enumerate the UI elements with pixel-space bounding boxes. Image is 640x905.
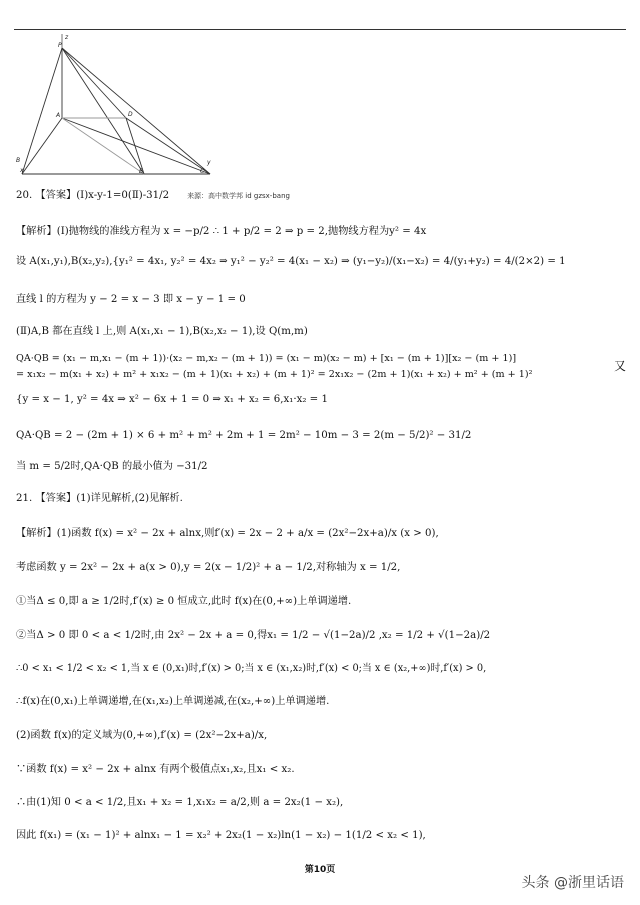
solution-line: ②当Δ > 0 即 0 < a < 1/2时,由 2x² − 2x + a = 0,得x₁ = 1/2 − √(1−2a)/2 ,x₂ = 1/2 + √(1−2a)/2 bbox=[16, 630, 491, 641]
solution-line: 因此 f(x₁) = (x₁ − 1)² + alnx₁ − 1 = x₂² + 2x₂(1 − x₂)ln(1 − x₂) − 1(1/2 < x₂ < 1), bbox=[16, 830, 426, 841]
top-rule bbox=[14, 29, 626, 30]
answer-20: 20. 【答案】(Ⅰ)x-y-1=0(Ⅱ)-31/2 来源：高中数学邦 id gzsx-bang bbox=[16, 190, 290, 201]
solution-line: (Ⅱ)A,B 都在直线 l 上,则 A(x₁,x₁ − 1),B(x₂,x₂ − 1),设 Q(m,m) bbox=[16, 326, 308, 337]
solution-line: ∵函数 f(x) = x² − 2x + alnx 有两个极值点x₁,x₂,且x₁ < x₂. bbox=[16, 764, 295, 775]
solution-line: {y = x − 1, y² = 4x ⇒ x² − 6x + 1 = 0 ⇒ x₁ + x₂ = 6,x₁·x₂ = 1 bbox=[16, 394, 328, 405]
side-character: 又 bbox=[613, 359, 626, 373]
solution-line: ∴由(1)知 0 < a < 1/2,且x₁ + x₂ = 1,x₁x₂ = a/2,则 a = 2x₂(1 − x₂), bbox=[16, 797, 344, 808]
source-note: 来源：高中数学邦 id gzsx-bang bbox=[187, 192, 290, 200]
solution-line: 当 m = 5/2时,QA·QB 的最小值为 −31/2 bbox=[16, 461, 208, 472]
label-E: E bbox=[139, 168, 143, 175]
label-A: A bbox=[56, 112, 61, 119]
label-P: P bbox=[58, 42, 62, 49]
solution-line: ①当Δ ≤ 0,即 a ≥ 1/2时,f′(x) ≥ 0 恒成立,此时 f(x)在(0,+∞)上单调递增. bbox=[16, 596, 352, 607]
label-z: z bbox=[65, 34, 69, 41]
solution-line: 设 A(x₁,y₁),B(x₂,y₂),{y₁² = 4x₁, y₂² = 4x₂ ⇒ y₁² − y₂² = 4(x₁ − x₂) ⇒ (y₁−y₂)/(x₁−x₂) = 4/(y₁+y₂) = 4/(2×2) = 1 bbox=[16, 256, 566, 267]
label-x: x bbox=[20, 167, 24, 174]
solution-line: 【解析】(1)函数 f(x) = x² − 2x + alnx,则f′(x) = 2x − 2 + a/x = (2x²−2x+a)/x (x > 0), bbox=[16, 528, 439, 539]
solution-line: ∴0 < x₁ < 1/2 < x₂ < 1,当 x ∈ (0,x₁)时,f′(x) > 0;当 x ∈ (x₁,x₂)时,f′(x) < 0;当 x ∈ (x₂,+∞)时,f′(x) > 0, bbox=[16, 663, 487, 674]
solution-line: QA·QB = 2 − (2m + 1) × 6 + m² + m² + 2m + 1 = 2m² − 10m − 3 = 2(m − 5/2)² − 31/2 bbox=[16, 430, 472, 441]
label-B: B bbox=[16, 157, 21, 164]
solution-line: 考虑函数 y = 2x² − 2x + a(x > 0),y = 2(x − 1/2)² + a − 1/2,对称轴为 x = 1/2, bbox=[16, 562, 401, 573]
label-y: y bbox=[207, 159, 211, 166]
solution-line: QA·QB = (x₁ − m,x₁ − (m + 1))·(x₂ − m,x₂ − (m + 1)) = (x₁ − m)(x₂ − m) + [x₁ − (m + 1)][x₂ − (m + 1)] bbox=[16, 353, 517, 364]
solution-line: = x₁x₂ − m(x₁ + x₂) + m² + x₁x₂ − (m + 1)(x₁ + x₂) + (m + 1)² = 2x₁x₂ − (2m + 1)(x₁ + x₂) + m² + (m + 1)² bbox=[16, 369, 533, 380]
answer-21: 21. 【答案】(1)详见解析,(2)见解析. bbox=[16, 493, 183, 504]
watermark: 头条 @浙里话语 bbox=[521, 875, 624, 891]
page-number: 第10页 bbox=[304, 865, 336, 875]
solution-line: 【解析】(Ⅰ)抛物线的准线方程为 x = −p/2 ∴ 1 + p/2 = 2 ⇒ p = 2,抛物线方程为y² = 4x bbox=[16, 226, 427, 237]
label-D: D bbox=[128, 111, 133, 118]
solution-line: ∴f(x)在(0,x₁)上单调递增,在(x₁,x₂)上单调递减,在(x₂,+∞)上单调递增. bbox=[16, 696, 330, 707]
geometry-figure bbox=[14, 34, 220, 180]
solution-line: 直线 l 的方程为 y − 2 = x − 3 即 x − y − 1 = 0 bbox=[16, 294, 246, 305]
label-C: C bbox=[200, 168, 205, 175]
solution-line: (2)函数 f(x)的定义域为(0,+∞),f′(x) = (2x²−2x+a)/x, bbox=[16, 730, 268, 741]
